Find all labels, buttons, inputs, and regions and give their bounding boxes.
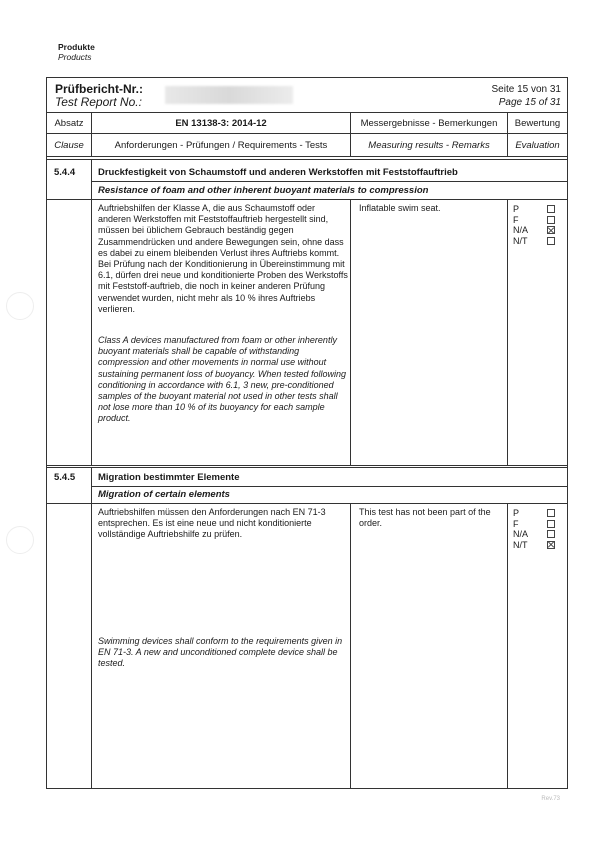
column-clause-en: Clause bbox=[54, 140, 84, 151]
checkbox[interactable] bbox=[547, 205, 555, 213]
section-number: 5.4.5 bbox=[54, 472, 76, 483]
section-title-en: Migration of certain elements bbox=[98, 489, 230, 500]
eval-label: N/T bbox=[513, 235, 528, 246]
requirement-text-en: Swimming devices shall conform to the requirements given in EN 71-3. A new and unconditioned complete device shall be tested. bbox=[98, 636, 343, 669]
section-title-de: Migration bestimmter Elemente bbox=[98, 472, 240, 483]
section-subtitle bbox=[98, 488, 230, 501]
checkbox[interactable] bbox=[547, 530, 555, 538]
eval-label: N/T bbox=[513, 539, 528, 550]
checkbox-checked[interactable] bbox=[547, 226, 555, 234]
report-table bbox=[46, 77, 568, 789]
checkbox[interactable] bbox=[547, 520, 555, 528]
result-remark: This test has not been part of the order. bbox=[359, 507, 491, 529]
checkbox[interactable] bbox=[547, 237, 555, 245]
eval-label: F bbox=[513, 214, 519, 225]
checkbox[interactable] bbox=[547, 509, 555, 517]
eval-label: P bbox=[513, 508, 520, 518]
column-header bbox=[47, 112, 567, 157]
punch-hole-top bbox=[6, 292, 34, 320]
column-clause-de: Absatz bbox=[54, 118, 84, 129]
products-label-en: Products bbox=[58, 52, 92, 62]
requirement-text-de: Auftriebshilfen müssen den Anforderungen nach EN 71-3 entsprechen. Es ist eine neue und nicht konditionierte vollständige Auftriebshilfe zu prüfen. bbox=[98, 507, 326, 540]
redacted-report-number bbox=[165, 86, 293, 104]
eval-label: N/A bbox=[513, 529, 529, 539]
requirement-text-de: Auftriebshilfen der Klasse A, die aus Schaumstoff oder anderen Werkstoffen mit Feststoffauftrieb hergestellt sind, müssen bei üblichem Gebrauch beständig gegen Zusammendrücken und andere Bewegungen sein, ohne dass es dabei zu einem bleibenden Verlust ihres Auftriebs kommt. Bei Prüfung nach der Konditionierung in Übereinstimmung mit 6.1, dürfen drei neue und konditionierte Proben des Werkstoffs mit Feststoff-auftrieb, die noch in keiner anderen Prüfung verwendet wurden, nicht mehr als 10 % ihres Auftriebs verlieren. bbox=[98, 203, 348, 314]
products-label-de: Produkte bbox=[58, 42, 95, 52]
report-title-row bbox=[47, 78, 567, 113]
column-eval-en: Evaluation bbox=[515, 140, 560, 151]
evaluation-checklist bbox=[513, 508, 565, 550]
page-number-de: Seite 15 von 31 bbox=[491, 84, 561, 95]
result-remark: Inflatable swim seat. bbox=[359, 203, 441, 213]
punch-hole-bottom bbox=[6, 526, 34, 554]
evaluation-checklist bbox=[513, 204, 565, 246]
report-number-label-de: Prüfbericht-Nr.: bbox=[55, 82, 144, 96]
column-standard: EN 13138-3: 2014-12 bbox=[175, 118, 267, 129]
report-number-label-en: Test Report No.: bbox=[55, 95, 142, 109]
section-title-en: Resistance of foam and other inherent buoyant materials to compression bbox=[98, 185, 429, 196]
column-results-de: Messergebnisse - Bemerkungen bbox=[360, 118, 498, 129]
checkbox-checked[interactable] bbox=[547, 541, 555, 549]
page-header bbox=[58, 42, 95, 62]
page-number-en: Page 15 of 31 bbox=[498, 97, 561, 108]
section-subtitle bbox=[98, 184, 428, 197]
revision-mark: Rev.73 bbox=[541, 796, 560, 802]
column-results-en: Measuring results - Remarks bbox=[368, 140, 490, 151]
eval-label: N/A bbox=[513, 225, 529, 235]
eval-label: F bbox=[513, 518, 519, 529]
section-title bbox=[98, 166, 458, 179]
section-title-de: Druckfestigkeit von Schaumstoff und anderen Werkstoffen mit Feststoffauftrieb bbox=[98, 167, 458, 178]
requirement-text-en: Class A devices manufactured from foam or other inherently buoyant materials shall be capable of withstanding compression and other movements in normal use without sustaining permanent loss of buoyancy. When tested following conditioning in accordance with 6.1, 3 new, pre-conditioned samples of the buoyant material not used in other tests shall not lose more than 10 % of its buoyancy for each sample product. bbox=[98, 335, 346, 424]
eval-label: P bbox=[513, 204, 520, 214]
section-title bbox=[98, 471, 239, 484]
checkbox[interactable] bbox=[547, 216, 555, 224]
section-number: 5.4.4 bbox=[54, 167, 76, 178]
column-requirements: Anforderungen - Prüfungen / Requirements - Tests bbox=[114, 140, 328, 151]
column-eval-de: Bewertung bbox=[514, 118, 561, 129]
